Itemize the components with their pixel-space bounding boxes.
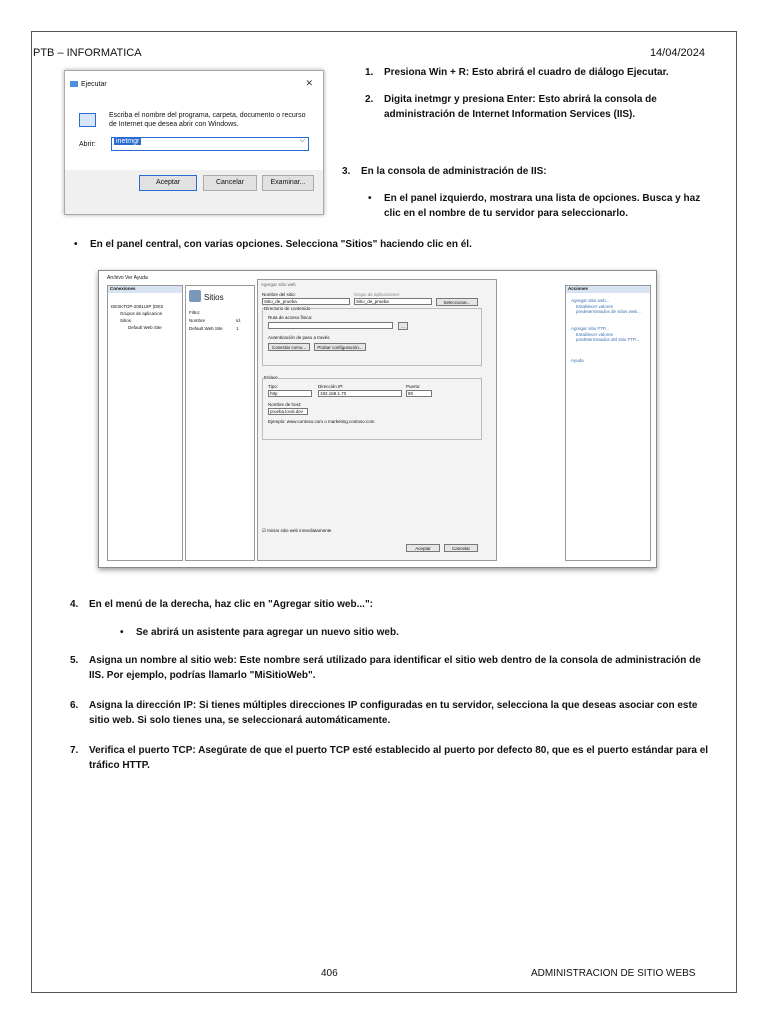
step-text: Asigna un nombre al sitio web: Este nombre será utilizado para identificar el sitio web dentro de la consola de administración de IIS. Por ejemplo, podrías llamarlo "MiSitioWeb".	[89, 655, 701, 681]
row-name: Default Web Site	[189, 326, 223, 331]
browse-path-button: ...	[398, 322, 408, 330]
port-label: Puerto:	[406, 384, 421, 389]
action-site-defaults: Establecer valores predeterminados de sitios web...	[576, 304, 641, 314]
test-config-button: Probar configuración...	[314, 343, 366, 351]
header-left: PTB – INFORMATICA	[33, 47, 142, 59]
binding-label: Enlace	[264, 375, 278, 380]
add-site-dialog	[257, 279, 497, 561]
col-id: Id.	[236, 318, 242, 323]
filter-label: Filtro:	[189, 310, 201, 315]
step-number: 6.	[70, 700, 79, 711]
content-dir-label: Directorio de contenido	[264, 306, 311, 311]
host-field: prueba.local.dev	[268, 408, 308, 415]
connections-header: Conexiones	[108, 286, 182, 293]
host-label: Nombre de host:	[268, 402, 302, 407]
step-number: 3.	[342, 166, 351, 177]
action-add-ftp: Agregar sitio FTP...	[571, 326, 610, 331]
start-now-checkbox: ☑ Iniciar sitio web inmediatamente	[262, 528, 332, 533]
start-now-label: Iniciar sitio web inmediatamente	[267, 528, 332, 533]
phys-path-field	[268, 322, 393, 329]
run-icon	[70, 81, 78, 87]
page-number: 406	[321, 968, 338, 979]
browse-button: Examinar...	[262, 175, 314, 191]
open-label: Abrir:	[79, 141, 96, 148]
step-text: En la consola de administración de IIS:	[361, 166, 547, 177]
accept-button: Aceptar	[406, 544, 440, 552]
action-ftp-defaults: Establecer valores predeterminados del sitio FTP...	[576, 332, 640, 342]
run-dialog-screenshot	[64, 70, 324, 215]
step-number: 2.	[365, 94, 374, 105]
site-name-field: Sitio_de_prueba	[262, 298, 350, 305]
actions-panel	[565, 285, 651, 561]
select-button: Seleccionar...	[436, 298, 478, 306]
step-number: 1.	[365, 67, 374, 78]
connections-panel	[107, 285, 183, 561]
bullet-center-panel: • En el panel central, con varias opciones. Selecciona "Sitios" haciendo clic en él.	[90, 237, 710, 252]
phys-path-label: Ruta de acceso física:	[268, 315, 313, 320]
dialog-title: Agregar sitio web	[261, 282, 296, 287]
host-example: Ejemplo: www.contoso.com o marketing.contoso.com	[268, 419, 375, 424]
chevron-down-icon: ⌵	[299, 137, 305, 144]
tree-sites: Sitios	[120, 318, 132, 323]
tree-app-pools: Grupos de aplicacion	[120, 311, 163, 316]
cancel-button: Cancelar	[203, 175, 257, 191]
ip-label: Dirección IP:	[318, 384, 344, 389]
step-number: 7.	[70, 745, 79, 756]
pool-label: Grupo de aplicaciones:	[354, 292, 401, 297]
step-text: En el menú de la derecha, haz clic en "Agregar sitio web...":	[89, 599, 374, 610]
sites-title: Sitios	[204, 293, 224, 302]
iis-menu: Archivo Ver Ayuda	[107, 275, 148, 281]
pool-field: Sitio_de_prueba	[354, 298, 432, 305]
bullet-left-panel: • En el panel izquierdo, mostrara una lista de opciones. Busca y haz clic en el nombre de tu servidor para seleccionarlo.	[384, 191, 714, 221]
bullet-wizard: • Se abrirá un asistente para agregar un nuevo sitio web.	[136, 625, 696, 640]
type-label: Tipo:	[268, 384, 278, 389]
col-name: Nombre	[189, 318, 206, 323]
cancel-iis-button: Cancelar	[444, 544, 478, 552]
row-id: 1	[236, 326, 239, 331]
ok-button: Aceptar	[139, 175, 197, 191]
action-help: Ayuda	[571, 358, 584, 363]
close-icon: ✕	[305, 78, 313, 88]
run-input-value: inetmgr	[116, 138, 140, 145]
connect-as-button: Conectar como...	[268, 343, 310, 351]
actions-header: Acciones	[566, 286, 650, 293]
iis-screenshot	[98, 270, 657, 568]
sites-panel	[185, 285, 255, 561]
type-field: http	[268, 390, 312, 397]
run-description: Escriba el nombre del programa, carpeta, documento o recurso de Internet que desea abrir con Windows.	[109, 112, 306, 128]
tree-default-site: Default Web Site	[128, 325, 162, 330]
run-dialog-title: Ejecutar	[81, 81, 107, 88]
footer-title: ADMINISTRACION DE SITIO WEBS	[531, 968, 696, 979]
port-field: 80	[406, 390, 432, 397]
tree-server: DESKTOP-2081UIP (DES	[111, 304, 164, 309]
run-input	[111, 137, 309, 151]
sites-icon	[189, 290, 201, 302]
action-add-site: Agregar sitio web...	[571, 298, 610, 303]
site-name-label: Nombre del sitio:	[262, 292, 296, 297]
step-text: Asigna la dirección IP: Si tienes múltiples direcciones IP configuradas en tu servidor, selecciona la que deseas asociar con este sitio web. Si solo tienes una, se seleccionará automáticamente.	[89, 700, 698, 726]
ip-field: 192.168.1.70	[318, 390, 402, 397]
step-text: Verifica el puerto TCP: Asegúrate de que el puerto TCP esté establecido al puerto por defecto 80, que es el puerto estándar para el tráfico HTTP.	[89, 745, 709, 771]
auth-label: Autenticación de paso a través	[268, 335, 330, 340]
header-date: 14/04/2024	[649, 47, 705, 59]
step-number: 4.	[70, 599, 79, 610]
step-text: Digita inetmgr y presiona Enter: Esto abrirá la consola de administración de Internet Information Services (IIS).	[384, 94, 657, 120]
run-program-icon	[79, 113, 96, 127]
step-text: Presiona Win + R: Esto abrirá el cuadro de diálogo Ejecutar.	[384, 67, 669, 78]
step-number: 5.	[70, 655, 79, 666]
